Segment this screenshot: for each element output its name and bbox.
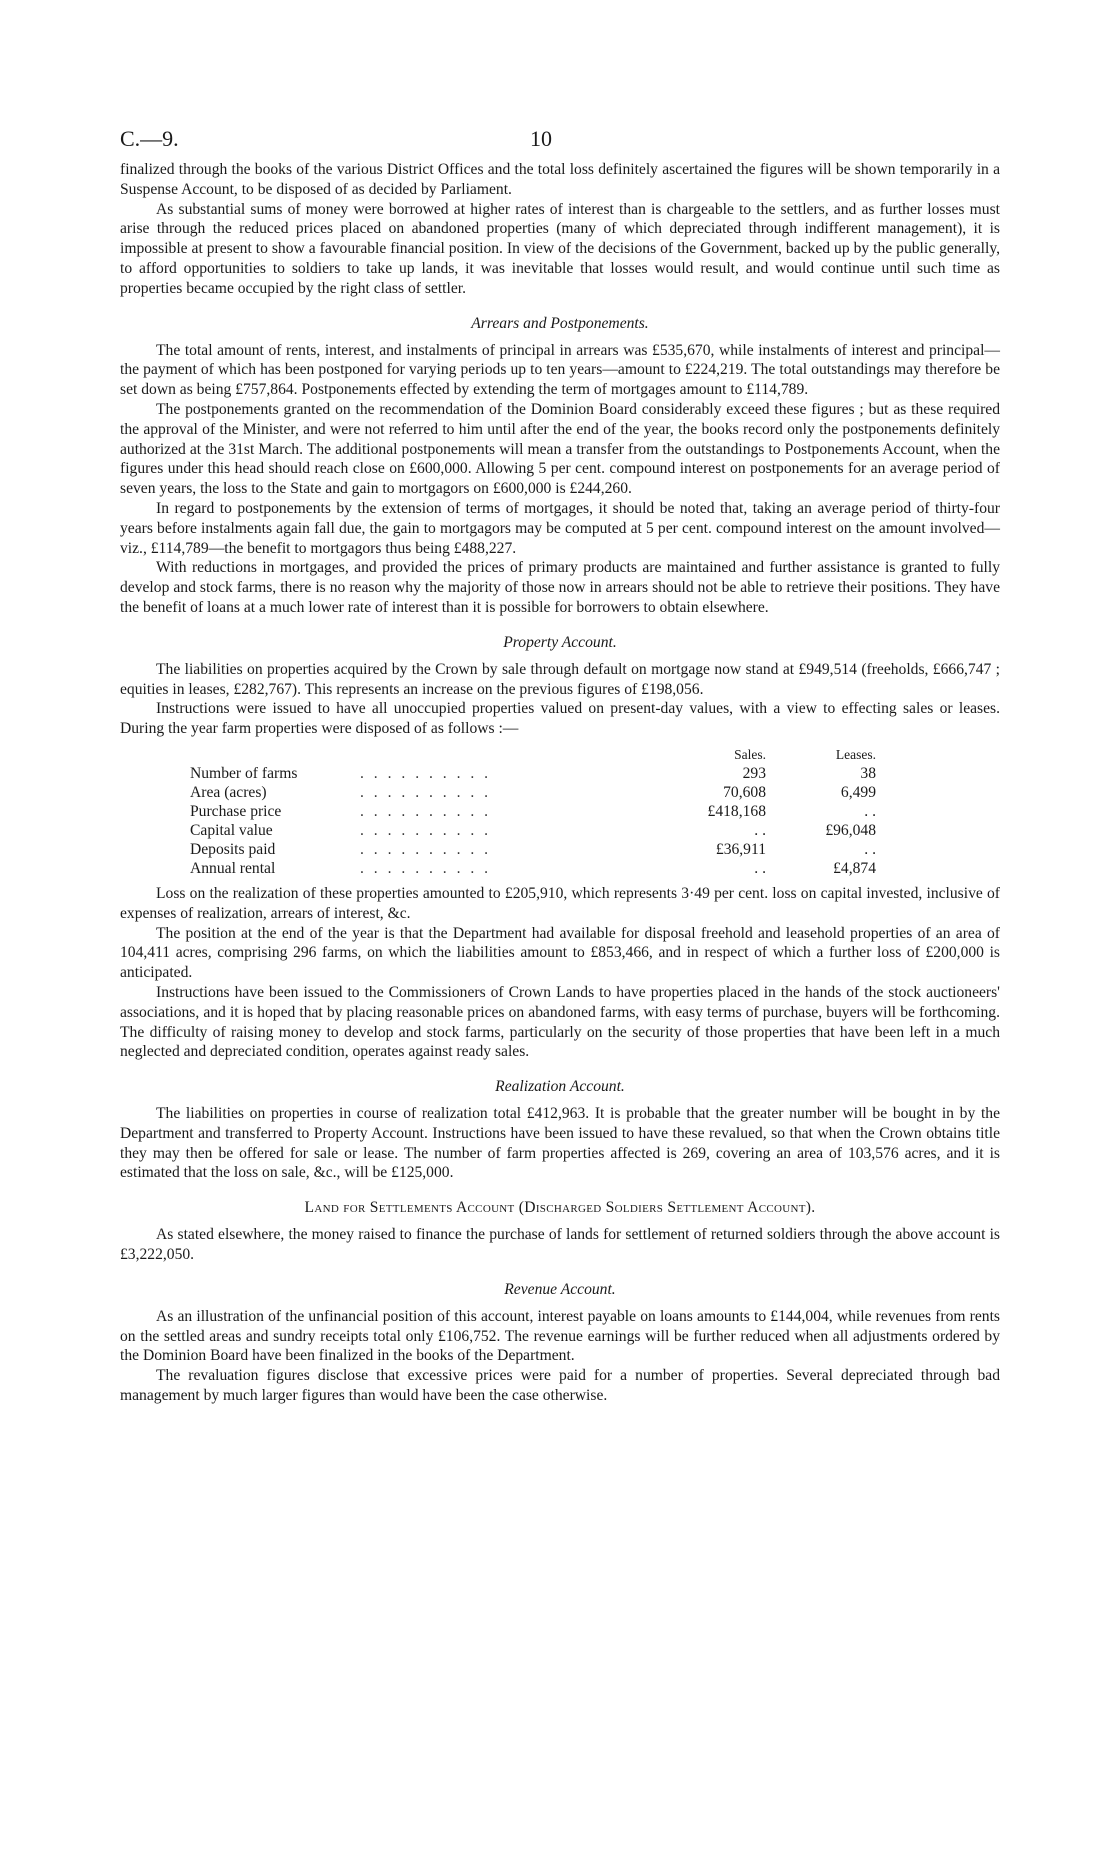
leader-dots: . . . . . . . . . . — [360, 764, 492, 782]
leader-dots: . . . . . . . . . . — [360, 783, 492, 801]
leases-value: . . — [864, 802, 876, 820]
section-heading-realization: Realization Account. — [495, 1078, 625, 1096]
paragraph: Instructions have been issued to the Commissioners of Crown Lands to have properties placed in the hands of the stock auctioneers' associations, and it is hoped that by placing reasonable prices on abandoned farms, with easy terms of purchase, buyers will be forthcoming. The difficulty of raising money to develop and stock farms, particularly on the security of those properties that have been left in a much neglected and depreciated condition, operates against ready sales. — [120, 983, 1000, 1061]
row-label: Purchase price — [190, 802, 282, 820]
row-label: Area (acres) — [190, 783, 267, 801]
table-row — [190, 783, 876, 802]
leases-value: 38 — [860, 764, 876, 782]
properties-disposed-table — [190, 745, 876, 878]
leases-value: £4,874 — [833, 859, 876, 877]
sales-value: £36,911 — [715, 840, 766, 858]
section-heading-property: Property Account. — [503, 633, 617, 651]
leases-value: £96,048 — [825, 821, 876, 839]
leader-dots: . . . . . . . . . . — [360, 821, 492, 839]
row-label: Number of farms — [190, 764, 298, 782]
leader-dots: . . . . . . . . . . — [360, 840, 492, 858]
section-heading-land-settlement: Land for Settlements Account (Discharged Soldiers Settlement Account). — [304, 1199, 816, 1217]
paragraph: Loss on the realization of these properties amounted to £205,910, which represents 3·49 per cent. loss on capital invested, inclusive of expenses of realization, arrears of interest, &c. — [120, 884, 1000, 922]
row-label: Deposits paid — [190, 840, 276, 858]
row-label: Capital value — [190, 821, 273, 839]
paragraph: In regard to postponements by the extension of terms of mortgages, it should be noted that, taking an average period of thirty-four years before instalments again fall due, the gain to mortgagors may be computed at 5 per cent. compound interest on the amount involved—viz., £114,789—the benefit to mortgagors thus being £488,227. — [120, 499, 1000, 557]
leader-dots: . . . . . . . . . . — [360, 802, 492, 820]
paragraph: As stated elsewhere, the money raised to finance the purchase of lands for settlement of returned soldiers through the above account is £3,222,050. — [120, 1226, 1000, 1264]
paragraph: With reductions in mortgages, and provided the prices of primary products are maintained and further assistance is granted to fully develop and stock farms, there is no reason why the majority of those now in arrears should not be able to retrieve their positions. They have the benefit of loans at a much lower rate of interest than it is possible for borrowers to obtain elsewhere. — [120, 559, 1000, 616]
paragraph: Instructions were issued to have all unoccupied properties valued on present-day values, with a view to effecting sales or leases. During the year farm properties were disposed of as follows :— — [120, 700, 1000, 738]
leases-value: . . — [864, 840, 876, 858]
table-row — [190, 821, 876, 840]
paragraph: The liabilities on properties in course of realization total £412,963. It is probable that the greater number will be bought in by the Department and transferred to Property Account. Instructions have been issued to have these revalued, so that when the Crown obtains title they may then be offered for sale or lease. The number of farm properties affected is 269, covering an area of 103,576 acres, and it is estimated that the loss on sale, &c., will be £125,000. — [120, 1105, 1000, 1182]
sales-value: £418,168 — [707, 802, 766, 820]
paragraph: The postponements granted on the recommendation of the Dominion Board considerably exceed these figures ; but as these required the approval of the Minister, and were not referred to him until after the end of the year, the books record only the postponements definitely authorized at the 31st March. The additional postponements will mean a transfer from the outstandings to Postponements Account, when the figures under this head should reach close on £600,000. Allowing 5 per cent. compound interest on postponements for an average period of seven years, the loss to the State and gain to mortgagors on £600,000 is £244,260. — [120, 400, 1000, 498]
row-label: Annual rental — [190, 859, 276, 877]
paragraph: The total amount of rents, interest, and instalments of principal in arrears was £535,670, while instalments of interest and principal—the payment of which has been postponed for varying periods up to ten years—amount to £224,219. The total outstandings may therefore be set down as being £757,864. Postponements effected by extending the term of mortgages amount to £114,789. — [120, 341, 1000, 399]
table-header-row — [190, 745, 876, 764]
page-header — [120, 120, 1000, 160]
paragraph: The revaluation figures disclose that excessive prices were paid for a number of properties. Several depreciated through bad management by much larger figures than would have been the case otherwise. — [120, 1367, 1000, 1405]
column-header-leases: Leases. — [835, 746, 876, 762]
table-row — [190, 802, 876, 821]
table-row — [190, 764, 876, 783]
sales-value: . . — [754, 821, 766, 839]
sales-value: . . — [754, 859, 766, 877]
section-heading-revenue: Revenue Account. — [504, 1280, 616, 1298]
paragraph: As an illustration of the unfinancial position of this account, interest payable on loans amounts to £144,004, while revenues from rents on the settled areas and sundry receipts total only £106,752. The revenue earnings will be further reduced when all adjustments ordered by the Dominion Board have been finalized in the books of the Department. — [120, 1307, 1000, 1365]
paragraph: As substantial sums of money were borrowed at higher rates of interest than is chargeable to the settlers, and as further losses must arise through the reduced prices placed on abandoned properties (many of which depreciated through indifferent management), it is impossible at present to show a favourable financial position. In view of the decisions of the Government, backed up by the public generally, to afford opportunities to soldiers to take up lands, it was inevitable that losses would result, and would continue until such time as properties became occupied by the right class of settler. — [120, 200, 1000, 297]
table-row — [190, 840, 876, 859]
document-reference: C.—9. — [120, 126, 179, 151]
page-number: 10 — [530, 126, 552, 151]
leases-value: 6,499 — [840, 783, 876, 801]
sales-value: 70,608 — [723, 783, 766, 801]
sales-value: 293 — [742, 764, 766, 782]
leader-dots: . . . . . . . . . . — [360, 859, 492, 877]
table-row — [190, 859, 876, 878]
paragraph: The position at the end of the year is that the Department had available for disposal freehold and leasehold properties of an area of 104,411 acres, comprising 296 farms, on which the liabilities amount to £853,466, and in respect of which a further loss of £200,000 is anticipated. — [120, 924, 1000, 982]
section-heading-arrears: Arrears and Postponements. — [471, 314, 649, 332]
column-header-sales: Sales. — [734, 746, 766, 762]
paragraph-continuation: finalized through the books of the various District Offices and the total loss definitely ascertained the figures will be shown temporarily in a Suspense Account, to be disposed of as decided by Parliament. — [120, 161, 1000, 198]
document-page — [120, 120, 1000, 1406]
paragraph: The liabilities on properties acquired by the Crown by sale through default on mortgage now stand at £949,514 (freeholds, £666,747 ; equities in leases, £282,767). This represents an increase on the previous figures of £198,056. — [120, 660, 1000, 698]
